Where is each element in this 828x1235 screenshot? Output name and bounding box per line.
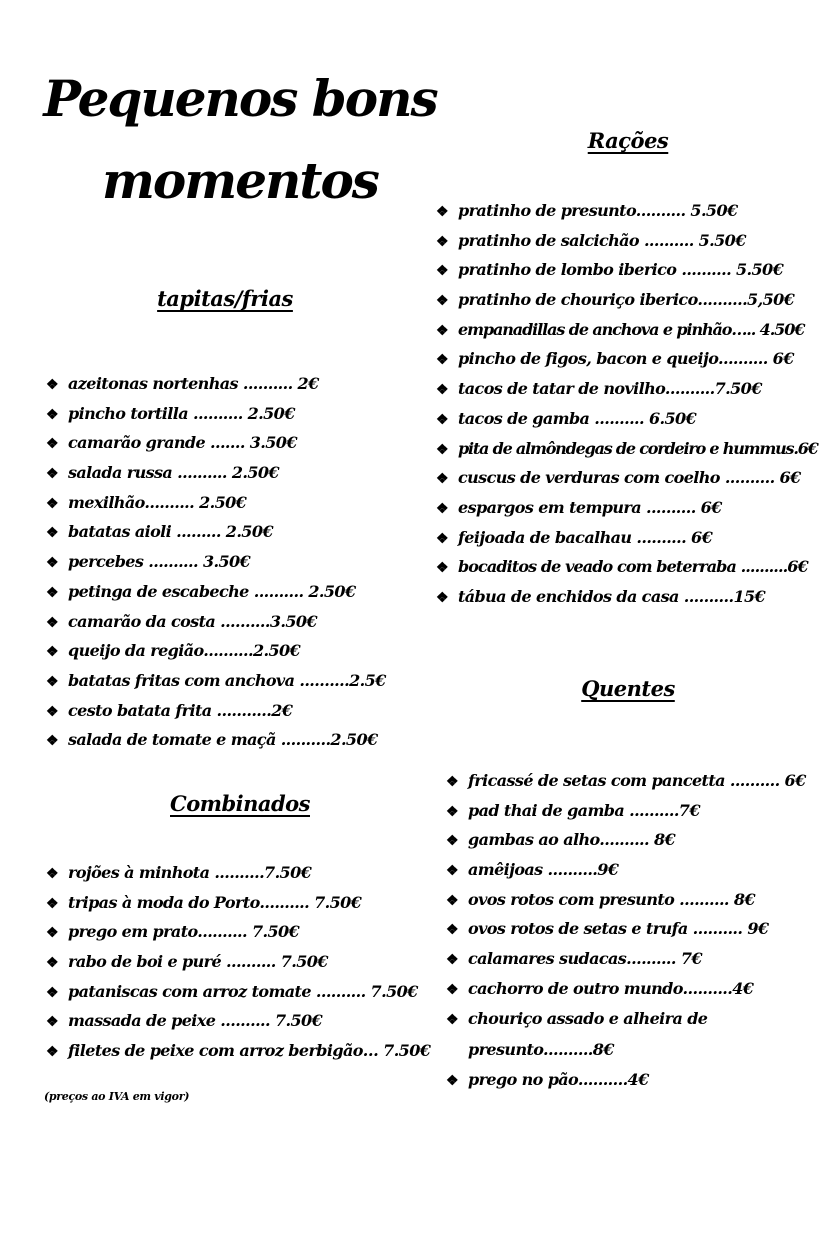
list-item: ❖ empanadillas de anchova e pinhão….. 4.50€ (436, 315, 818, 345)
bullet-icon: ❖ (436, 441, 449, 458)
bullet-icon: ❖ (446, 952, 459, 969)
bullet-icon: ❖ (46, 703, 59, 720)
list-item: ❖ tábua de enchidos da casa ..........15€ (436, 582, 818, 612)
list-item: ❖ batatas aioli ......... 2.50€ (46, 517, 386, 547)
list-item: ❖ pincho de figos, bacon e queijo.......... 6€ (436, 344, 818, 374)
bullet-icon: ❖ (46, 555, 59, 572)
list-item: ❖ prego em prato.......... 7.50€ (46, 917, 430, 947)
list-item: ❖ cachorro de outro mundo..........4€ (446, 974, 806, 1004)
bullet-icon: ❖ (446, 1072, 459, 1089)
list-item: ❖ azeitonas nortenhas .......... 2€ (46, 369, 386, 399)
bullet-icon: ❖ (446, 1011, 459, 1028)
bullet-icon: ❖ (436, 382, 449, 399)
bullet-icon: ❖ (46, 466, 59, 483)
bullet-icon: ❖ (46, 644, 59, 661)
bullet-icon: ❖ (46, 436, 59, 453)
quentes-list (446, 766, 806, 1095)
list-item: ❖ cesto batata frita ...........2€ (46, 696, 386, 726)
bullet-icon: ❖ (46, 866, 59, 882)
bullet-icon: ❖ (446, 803, 459, 820)
bullet-icon: ❖ (436, 322, 449, 339)
bullet-icon: ❖ (446, 981, 459, 998)
list-item: ❖ pataniscas com arroz tomate .......... 7.50€ (46, 977, 430, 1007)
bullet-icon: ❖ (46, 406, 59, 423)
section-heading-racoes: Rações (587, 128, 669, 153)
page-title (40, 58, 440, 222)
list-item: ❖ pincho tortilla .......... 2.50€ (46, 399, 386, 429)
bullet-icon: ❖ (446, 892, 459, 909)
bullet-icon: ❖ (446, 922, 459, 939)
bullet-icon: ❖ (436, 293, 449, 310)
bullet-icon: ❖ (46, 1044, 59, 1061)
list-item: ❖ queijo da região..........2.50€ (46, 636, 386, 666)
bullet-icon: ❖ (46, 377, 59, 393)
title-line-1: Pequenos bons (43, 69, 437, 128)
list-item: ❖ mexilhão.......... 2.50€ (46, 488, 386, 518)
list-item: ❖ pad thai de gamba ..........7€ (446, 796, 806, 826)
list-item: ❖ camarão da costa ..........3.50€ (46, 607, 386, 637)
bullet-icon: ❖ (46, 673, 59, 690)
list-item: ❖ ovos rotos de setas e trufa .......... 9€ (446, 914, 806, 944)
bullet-icon: ❖ (436, 471, 449, 488)
bullet-icon: ❖ (446, 833, 459, 850)
section-heading-combinados: Combinados (170, 791, 310, 816)
list-item: ❖ salada de tomate e maçã ..........2.50€ (46, 725, 386, 755)
bullet-icon: ❖ (436, 233, 449, 250)
bullet-icon: ❖ (436, 500, 449, 517)
list-item: ❖ batatas fritas com anchova ..........2.5€ (46, 666, 386, 696)
title-line-2: momentos (102, 151, 378, 210)
list-item: ❖ percebes .......... 3.50€ (46, 547, 386, 577)
bullet-icon: ❖ (436, 589, 449, 606)
bullet-icon: ❖ (46, 925, 59, 942)
list-item: ❖ pratinho de chouriço iberico..........5,50€ (436, 285, 818, 315)
bullet-icon: ❖ (436, 560, 449, 577)
bullet-icon: ❖ (446, 774, 459, 790)
list-item: ❖ prego no pão..........4€ (446, 1065, 806, 1095)
list-item: ❖ filetes de peixe com arroz berbigão… 7.50€ (46, 1036, 430, 1066)
bullet-icon: ❖ (436, 411, 449, 428)
bullet-icon: ❖ (46, 584, 59, 601)
list-item: ❖ pita de almôndegas de cordeiro e hummus.6€ (436, 434, 818, 464)
list-item: ❖ salada russa .......... 2.50€ (46, 458, 386, 488)
list-item: ❖ rojões à minhota ..........7.50€ (46, 858, 430, 888)
list-item: ❖ petinga de escabeche .......... 2.50€ (46, 577, 386, 607)
tapitas-list (46, 369, 386, 755)
bullet-icon: ❖ (436, 263, 449, 280)
section-heading-tapitas: tapitas/frias (157, 286, 293, 311)
list-item: ❖ bocaditos de veado com beterraba ..........6€ (436, 552, 818, 582)
combinados-list (46, 858, 430, 1066)
bullet-icon: ❖ (46, 495, 59, 512)
bullet-icon: ❖ (446, 863, 459, 880)
list-item: ❖ pratinho de presunto.......... 5.50€ (436, 196, 818, 226)
list-item: ❖ feijoada de bacalhau .......... 6€ (436, 523, 818, 553)
bullet-icon: ❖ (46, 955, 59, 972)
bullet-icon: ❖ (46, 895, 59, 912)
racoes-list (436, 196, 818, 612)
bullet-icon: ❖ (46, 984, 59, 1001)
list-item: ❖ gambas ao alho.......... 8€ (446, 825, 806, 855)
list-item: ❖ pratinho de salcichão .......... 5.50€ (436, 226, 818, 256)
list-item: ❖ cuscus de verduras com coelho .......... 6€ (436, 463, 818, 493)
list-item: ❖ rabo de boi e puré .......... 7.50€ (46, 947, 430, 977)
list-item: ❖ camarão grande ....... 3.50€ (46, 428, 386, 458)
list-item: ❖ pratinho de lombo iberico .......... 5.50€ (436, 255, 818, 285)
vat-note: (preços ao IVA em vigor) (44, 1090, 190, 1103)
list-item: ❖ ovos rotos com presunto .......... 8€ (446, 885, 806, 915)
list-item: ❖ tripas à moda do Porto.......... 7.50€ (46, 888, 430, 918)
list-item: ❖ amêijoas ..........9€ (446, 855, 806, 885)
list-item: ❖ fricassé de setas com pancetta .......... 6€ (446, 766, 806, 796)
section-heading-quentes: Quentes (581, 676, 675, 701)
bullet-icon: ❖ (46, 614, 59, 631)
list-item: ❖ chouriço assado e alheira de presunto..........8€ (446, 1004, 806, 1065)
list-item: ❖ espargos em tempura .......... 6€ (436, 493, 818, 523)
list-item: ❖ calamares sudacas.......... 7€ (446, 944, 806, 974)
bullet-icon: ❖ (46, 525, 59, 542)
bullet-icon: ❖ (46, 1014, 59, 1031)
list-item: ❖ massada de peixe .......... 7.50€ (46, 1006, 430, 1036)
bullet-icon: ❖ (46, 733, 59, 750)
list-item: ❖ tacos de tatar de novilho..........7.50€ (436, 374, 818, 404)
list-item: ❖ tacos de gamba .......... 6.50€ (436, 404, 818, 434)
bullet-icon: ❖ (436, 204, 449, 220)
bullet-icon: ❖ (436, 352, 449, 369)
bullet-icon: ❖ (436, 530, 449, 547)
